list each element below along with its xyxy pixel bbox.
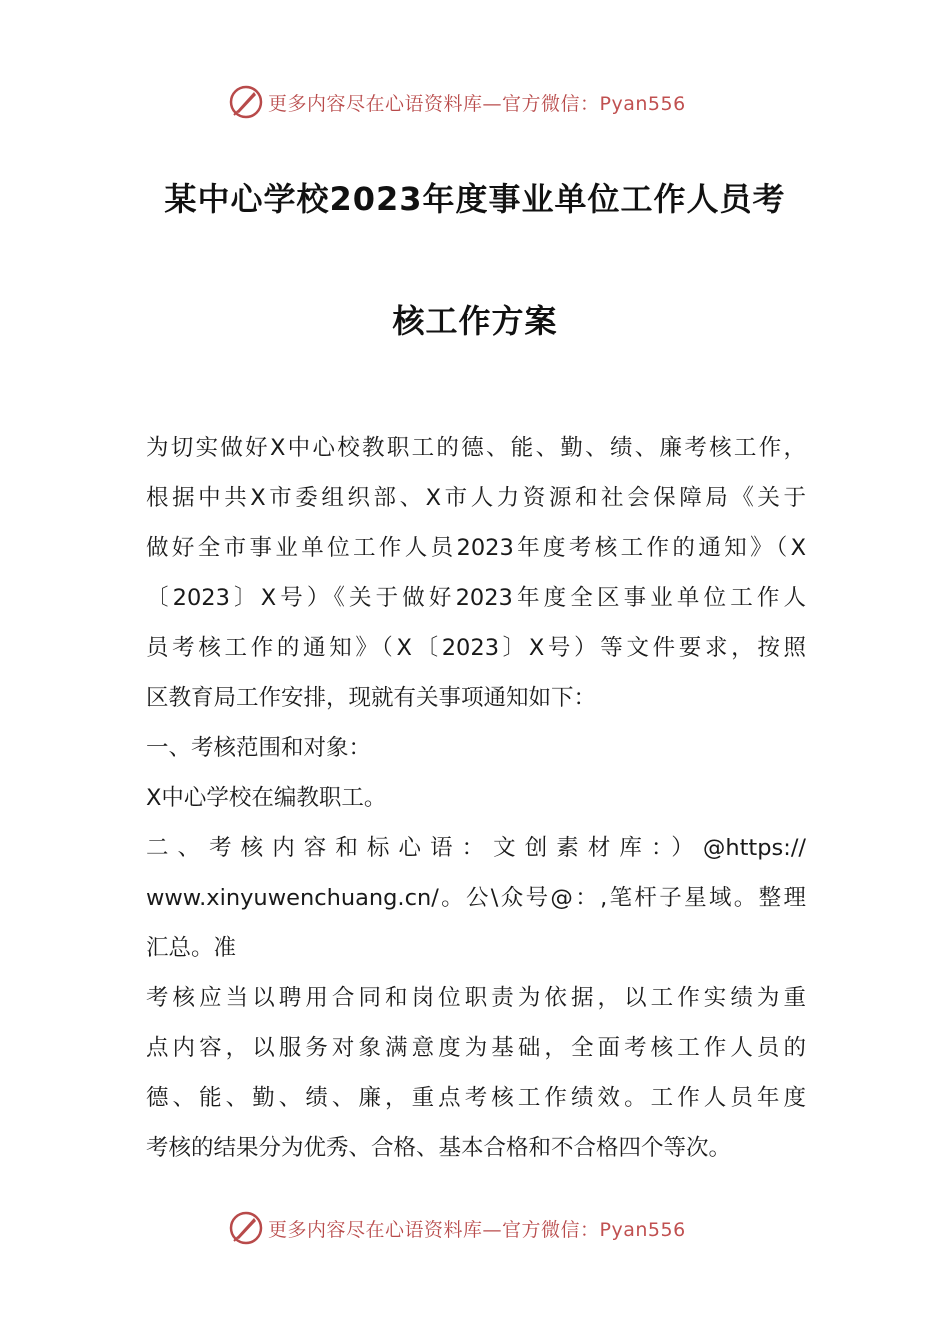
- body-line-4: 〔2023〕X号）《关于做好2023年度全区事业单位工作人: [146, 585, 806, 611]
- watermark-label: 更多内容尽在心语资料库—官方微信：: [268, 92, 600, 115]
- body-line-14: 德、能、勤、绩、廉，重点考核工作绩效。工作人员年度: [146, 1085, 806, 1111]
- body-line-13: 点内容，以服务对象满意度为基础，全面考核工作人员的: [146, 1035, 806, 1061]
- body-line-6: 区教育局工作安排，现就有关事项通知如下：: [146, 685, 597, 711]
- wechat-id: Pyan556: [599, 92, 686, 115]
- quill-logo-icon: [228, 1210, 264, 1246]
- wechat-id: Pyan556: [599, 1218, 686, 1241]
- section-heading-1: 一、考核范围和对象：: [146, 735, 372, 761]
- body-line-12: 考核应当以聘用合同和岗位职责为依据，以工作实绩为重: [146, 985, 806, 1011]
- body-line-8: X中心学校在编教职工。: [146, 785, 387, 811]
- watermark-text: [268, 89, 686, 116]
- document-title-line-1: 某中心学校2023年度事业单位工作人员考: [164, 180, 786, 218]
- body-line-15: 考核的结果分为优秀、合格、基本合格和不合格四个等次。: [146, 1135, 732, 1161]
- body-line-1: 为切实做好X中心校教职工的德、能、勤、绩、廉考核工作，: [146, 435, 806, 461]
- section-heading-2: 二、考核内容和标心语：文创素材库：）@https://: [146, 835, 806, 861]
- watermark-text: [268, 1215, 686, 1242]
- body-line-2: 根据中共X市委组织部、X市人力资源和社会保障局《关于: [146, 485, 806, 511]
- body-line-5: 员考核工作的通知》（X〔2023〕X号）等文件要求，按照: [146, 635, 806, 661]
- body-line-3: 做好全市事业单位工作人员2023年度考核工作的通知》（X: [146, 535, 806, 561]
- quill-logo-icon: [228, 84, 264, 120]
- header-watermark-banner: [228, 82, 748, 122]
- footer-watermark-banner: [228, 1208, 748, 1248]
- body-line-11: 汇总。准: [146, 935, 237, 961]
- watermark-label: 更多内容尽在心语资料库—官方微信：: [268, 1218, 600, 1241]
- body-line-10: www.xinyuwenchuang.cn/。公\众号@：,笔杆子星域。整理: [146, 885, 806, 911]
- document-title-line-2: 核工作方案: [392, 302, 558, 340]
